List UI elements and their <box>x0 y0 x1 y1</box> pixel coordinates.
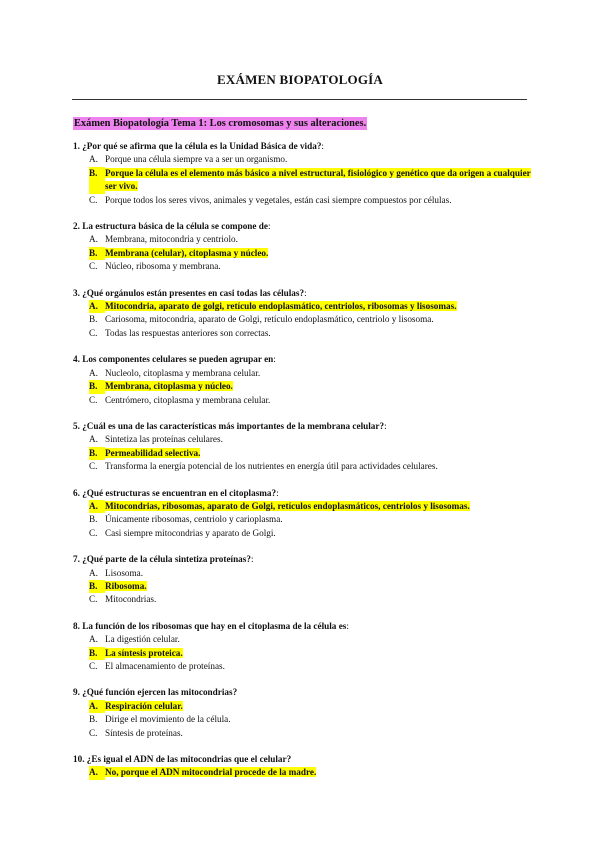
question-6 <box>72 487 532 541</box>
answer-options <box>72 367 532 407</box>
question-title: 7. ¿Qué parte de la célula sintetiza proteínas?: <box>73 554 254 565</box>
answer-options <box>72 153 532 207</box>
question-1 <box>72 140 532 207</box>
question-4 <box>72 353 532 407</box>
option-c: C. Casi siempre mitocondrias y aparato de Golgi. <box>89 527 276 538</box>
option-b: B. Dirige el movimiento de la célula. <box>89 714 231 725</box>
option-a: A. La digestión celular. <box>89 634 180 645</box>
option-a: A. Nucleolo, citoplasma y membrana celular. <box>89 367 261 378</box>
question-list <box>72 140 532 780</box>
question-title: 1. ¿Por qué se afirma que la célula es la Unidad Básica de vida?: <box>73 141 324 151</box>
question-8 <box>72 620 532 674</box>
option-b: B. Cariosoma, mitocondria, aparato de Golgi, retículo endoplasmático, centriolo y lisosoma. <box>89 314 434 325</box>
question-7 <box>72 553 532 607</box>
option-b-correct: B. Permeabilidad selectiva. <box>89 447 532 460</box>
exam-subtitle: Exámen Biopatología Tema 1: Los cromosomas y sus alteraciones. <box>74 118 367 129</box>
question-title: 8. La función de los ribosomas que hay en el citoplasma de la célula es: <box>73 620 349 631</box>
question-title: 9. ¿Qué función ejercen las mitocondrias? <box>73 687 238 698</box>
option-a-correct: A. Respiración celular. <box>89 700 532 713</box>
question-3 <box>72 287 532 341</box>
answer-options <box>72 233 532 273</box>
answer-options <box>72 633 532 673</box>
question-title: 4. Los componentes celulares se pueden agrupar en: <box>73 354 276 365</box>
option-b: B. Únicamente ribosomas, centriolo y carioplasma. <box>89 514 283 525</box>
question-title: 3. ¿Qué orgánulos están presentes en casi todas las células?: <box>73 287 307 298</box>
answer-options <box>72 700 532 740</box>
answer-options <box>72 500 532 540</box>
document-title: EXÁMEN BIOPATOLOGÍA <box>217 72 383 87</box>
option-c: C. Síntesis de proteínas. <box>89 727 183 738</box>
option-c: C. Todas las respuestas anteriores son correctas. <box>89 327 271 338</box>
option-c: C. Porque todos los seres vivos, animales y vegetales, están casi siempre compuestos por células. <box>89 194 452 205</box>
option-c: C. Mitocondrias. <box>89 594 157 605</box>
question-title: 5. ¿Cuál es una de las características más importantes de la membrana celular?: <box>73 420 387 431</box>
title-divider <box>72 99 527 100</box>
option-a: A. Lisosoma. <box>89 567 144 578</box>
answer-options <box>72 433 532 473</box>
option-b-correct: B. Ribosoma. <box>89 580 532 593</box>
question-5 <box>72 420 532 474</box>
question-9 <box>72 686 532 740</box>
option-a-correct: A. Mitocondrias, ribosomas, aparato de Golgi, retículos endoplasmáticos, centriolos y lisosomas. <box>89 500 532 513</box>
question-title: 6. ¿Qué estructuras se encuentran en el citoplasma?: <box>73 487 279 498</box>
answer-options <box>72 567 532 607</box>
option-a: A. Porque una célula siempre va a ser un organismo. <box>89 154 288 165</box>
option-b-correct: B. La síntesis proteica. <box>89 647 532 660</box>
answer-options <box>72 300 532 340</box>
option-c: C. El almacenamiento de proteínas. <box>89 661 225 671</box>
option-c: C. Transforma la energía potencial de los nutrientes en energía útil para actividades celulares. <box>89 461 438 472</box>
option-b-correct: B. Porque la célula es el elemento más básico a nivel estructural, fisiológico y genético que da origen a cualquier ser vivo. <box>89 167 532 194</box>
answer-options <box>72 766 532 779</box>
question-title: 10. ¿Es igual el ADN de las mitocondrias que el celular? <box>73 754 292 765</box>
option-a-correct: A. Mitocondria, aparato de golgi, retículo endoplasmático, centriolos, ribosomas y lisosomas. <box>89 300 532 313</box>
question-title: 2. La estructura básica de la célula se compone de: <box>73 221 271 232</box>
option-a-correct: A. No, porque el ADN mitocondrial procede de la madre. <box>89 766 532 779</box>
option-b-correct: B. Membrana (celular), citoplasma y núcleo. <box>89 247 532 260</box>
option-b-correct: B. Membrana, citoplasma y núcleo. <box>89 380 532 393</box>
option-c: C. Centrómero, citoplasma y membrana celular. <box>89 394 271 405</box>
question-2 <box>72 220 532 274</box>
option-a: A. Membrana, mitocondria y centriolo. <box>89 234 238 245</box>
option-c: C. Núcleo, ribosoma y membrana. <box>89 261 221 272</box>
question-10 <box>72 753 532 780</box>
option-a: A. Sintetiza las proteínas celulares. <box>89 434 223 445</box>
